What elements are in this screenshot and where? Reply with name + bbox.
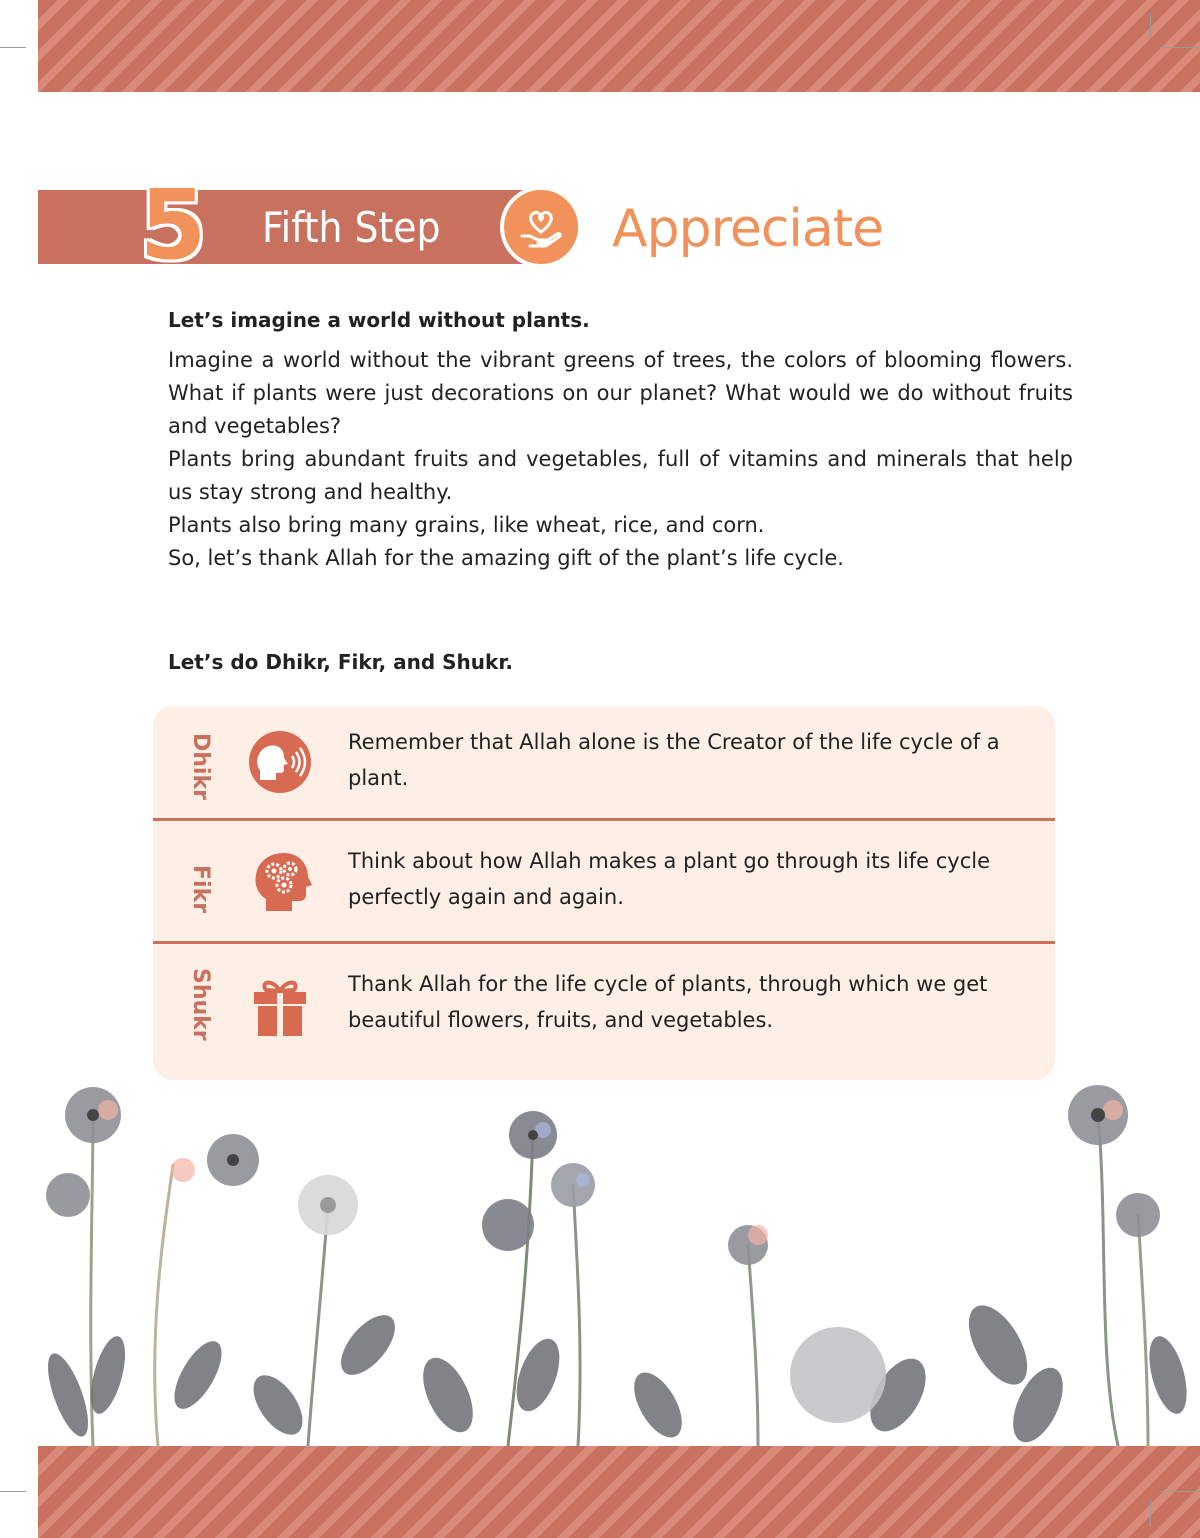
intro-section (168, 308, 1073, 575)
practice-row-shukr (153, 944, 1055, 1080)
row-text: Think about how Allah makes a plant go through its life cycle perfectly again and again. (348, 849, 991, 909)
crop-mark (0, 1491, 26, 1492)
row-label: Dhikr (188, 732, 213, 800)
gift-box-icon (248, 974, 312, 1038)
intro-paragraph: Plants also bring many grains, like wheat, rice, and corn. (168, 513, 765, 537)
heart-hand-icon (500, 186, 582, 268)
crop-mark (0, 47, 26, 48)
practice-row-fikr (153, 821, 1055, 941)
practice-heading: Let’s do Dhikr, Fikr, and Shukr. (168, 650, 513, 674)
bottom-decorative-band (38, 1446, 1200, 1538)
flower-illustration (38, 1075, 1200, 1446)
step-label: Fifth Step (262, 203, 441, 252)
intro-heading: Let’s imagine a world without plants. (168, 308, 590, 332)
practice-row-dhikr (153, 706, 1055, 818)
crop-mark (1160, 47, 1200, 48)
crop-mark (1150, 1500, 1151, 1526)
practice-card (153, 706, 1055, 1080)
intro-paragraph: Imagine a world without the vibrant greens of trees, the colors of blooming flowers. What if plants were just decorations on our planet? What would we do without fruits and vegetables? (168, 348, 1073, 438)
row-label: Shukr (188, 967, 213, 1041)
intro-paragraph: Plants bring abundant fruits and vegetables, full of vitamins and minerals that help us stay strong and healthy. (168, 447, 1073, 504)
page-title: Appreciate (612, 199, 884, 259)
crop-mark (1160, 1491, 1200, 1492)
crop-mark (1150, 12, 1151, 38)
step-number: 5 (139, 169, 207, 281)
row-text: Remember that Allah alone is the Creator of the life cycle of a plant. (348, 730, 1000, 790)
row-label: Fikr (188, 864, 213, 914)
row-text: Thank Allah for the life cycle of plants, through which we get beautiful flowers, fruits, and vegetables. (348, 972, 988, 1032)
intro-paragraph: So, let’s thank Allah for the amazing gift of the plant’s life cycle. (168, 546, 844, 570)
speaking-head-icon (248, 730, 312, 794)
thinking-head-gears-icon (248, 849, 312, 913)
top-decorative-band (38, 0, 1200, 92)
